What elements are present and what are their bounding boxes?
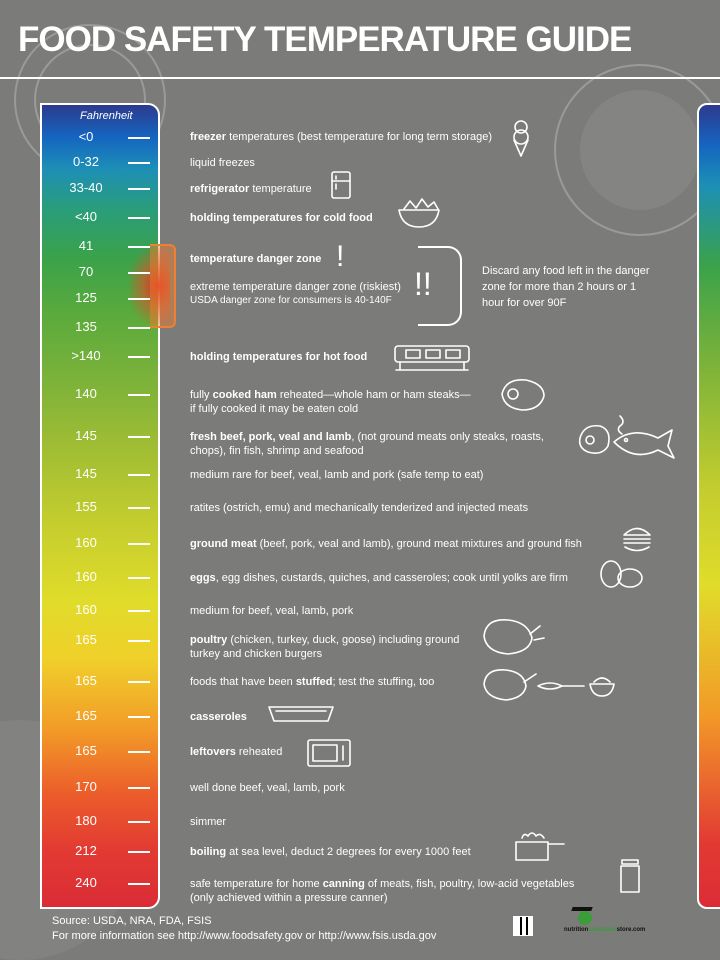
temperature-value: 165 [75, 673, 97, 688]
temperature-description: temperature danger zone [190, 253, 322, 265]
scale-tick [128, 217, 150, 219]
temperature-description: freezer temperatures (best temperature for long term storage) [190, 131, 493, 143]
temperature-value: 160 [75, 569, 97, 584]
temperature-description: USDA danger zone for consumers is 40-140F [190, 295, 392, 306]
scale-tick [128, 436, 150, 438]
chafing-dish-icon [392, 340, 472, 374]
footer-sources [52, 914, 436, 944]
scale-tick [128, 162, 150, 164]
temperature-description: foods that have been stuffed; test the stuffing, too [190, 676, 435, 688]
temperature-description: refrigerator temperature [190, 183, 312, 195]
temperature-value: 135 [75, 319, 97, 334]
scale-tick [128, 610, 150, 612]
extreme-danger-exclamation-icon: !! [414, 266, 432, 302]
scale-label: Fahrenheit [80, 110, 133, 122]
temperature-value: <40 [74, 209, 98, 224]
brand-logo-icon [578, 911, 592, 925]
scale-tick [128, 272, 150, 274]
temperature-value: 33-40 [69, 180, 103, 195]
temperature-description: holding temperatures for hot food [190, 351, 368, 363]
boiling-pot-icon [512, 826, 568, 866]
salad-bowl-icon [396, 194, 442, 230]
temperature-value: 160 [75, 602, 97, 617]
temperature-description: leftovers reheated [190, 746, 283, 758]
steak-and-fish-icon [576, 412, 676, 468]
temperature-description: well done beef, veal, lamb, pork [190, 782, 345, 794]
temperature-value: 212 [75, 843, 97, 858]
burger-icon [620, 522, 654, 556]
temperature-value: 0-32 [72, 154, 100, 169]
temperature-value: 145 [75, 428, 97, 443]
scale-tick [128, 507, 150, 509]
danger-zone-marker [150, 244, 176, 328]
temperature-value: 180 [75, 813, 97, 828]
temperature-value: 70 [78, 264, 94, 279]
temperature-description: extreme temperature danger zone (riskiest) [190, 281, 401, 293]
temperature-description: fresh beef, pork, veal and lamb, (not ground meats only steaks, roasts, chops), fin fish, shrimp and seafood [190, 431, 544, 457]
graduation-cap-icon [571, 907, 592, 911]
title-divider [0, 77, 720, 79]
roast-chicken-icon [478, 612, 546, 660]
temperature-description: safe temperature for home canning of meats, fish, poultry, low-acid vegetables (only achieved within a pressure canner) [190, 878, 575, 904]
scale-tick [128, 787, 150, 789]
qr-code-icon [513, 916, 533, 936]
scale-tick [128, 577, 150, 579]
danger-exclamation-icon: ! [336, 240, 345, 273]
scale-tick [128, 137, 150, 139]
footer-source-line: Source: USDA, NRA, FDA, FSIS [52, 915, 212, 927]
eggs-icon [598, 558, 644, 590]
scale-tick [128, 751, 150, 753]
scale-tick [128, 327, 150, 329]
ham-icon [496, 374, 548, 414]
temperature-value: 41 [78, 238, 94, 253]
thermometer-edge-right [697, 103, 720, 909]
scale-tick [128, 716, 150, 718]
temperature-value: 240 [75, 875, 97, 890]
temperature-description: holding temperatures for cold food [190, 212, 373, 224]
microwave-icon [306, 738, 352, 768]
refrigerator-icon [330, 170, 352, 200]
danger-zone-note: Discard any food left in the danger zone for more than 2 hours or 1 hour for over 90F [482, 265, 650, 309]
temperature-description: poultry (chicken, turkey, duck, goose) including ground turkey and chicken burgers [190, 634, 460, 660]
stuffed-turkey-icon [480, 662, 620, 704]
temperature-value: 160 [75, 535, 97, 550]
temperature-description: medium for beef, veal, lamb, pork [190, 605, 354, 617]
temperature-value: 165 [75, 632, 97, 647]
temperature-description: fully cooked ham reheated—whole ham or ham steaks— if fully cooked it may be eaten cold [190, 389, 471, 415]
temperature-description: medium rare for beef, veal, lamb and pork (safe temp to eat) [190, 469, 484, 481]
scale-tick [128, 883, 150, 885]
scale-tick [128, 640, 150, 642]
canning-jar-icon [618, 858, 642, 894]
casserole-dish-icon [266, 702, 336, 726]
scale-tick [128, 681, 150, 683]
scale-tick [128, 543, 150, 545]
temperature-description: ground meat (beef, pork, veal and lamb), ground meat mixtures and ground fish [190, 538, 582, 550]
temperature-value: 165 [75, 708, 97, 723]
scale-tick [128, 851, 150, 853]
scale-tick [128, 474, 150, 476]
temperature-value: 170 [75, 779, 97, 794]
temperature-description: simmer [190, 816, 227, 828]
temperature-value: 145 [75, 466, 97, 481]
brand-name: nutritioneducationstore.com [564, 927, 646, 933]
temperature-value: 155 [75, 499, 97, 514]
temperature-value: <0 [78, 129, 94, 144]
footer-info-line: For more information see http://www.foodsafety.gov or http://www.fsis.usda.gov [52, 930, 437, 942]
scale-tick [128, 246, 150, 248]
temperature-description: ratites (ostrich, emu) and mechanically tenderized and injected meats [190, 502, 529, 514]
page-title: FOOD SAFETY TEMPERATURE GUIDE [18, 20, 632, 59]
temperature-description: casseroles [190, 711, 247, 723]
scale-tick [128, 188, 150, 190]
temperature-value: 125 [75, 290, 97, 305]
scale-tick [128, 394, 150, 396]
temperature-description: boiling at sea level, deduct 2 degrees for every 1000 feet [190, 846, 471, 858]
scale-tick [128, 821, 150, 823]
temperature-value: 165 [75, 743, 97, 758]
scale-tick [128, 356, 150, 358]
temperature-value: >140 [71, 348, 101, 363]
ice-cream-cone-icon [508, 118, 534, 158]
scale-tick [128, 298, 150, 300]
temperature-description: liquid freezes [190, 157, 255, 169]
temperature-description: eggs, egg dishes, custards, quiches, and casseroles; cook until yolks are firm [190, 572, 568, 584]
temperature-value: 140 [75, 386, 97, 401]
